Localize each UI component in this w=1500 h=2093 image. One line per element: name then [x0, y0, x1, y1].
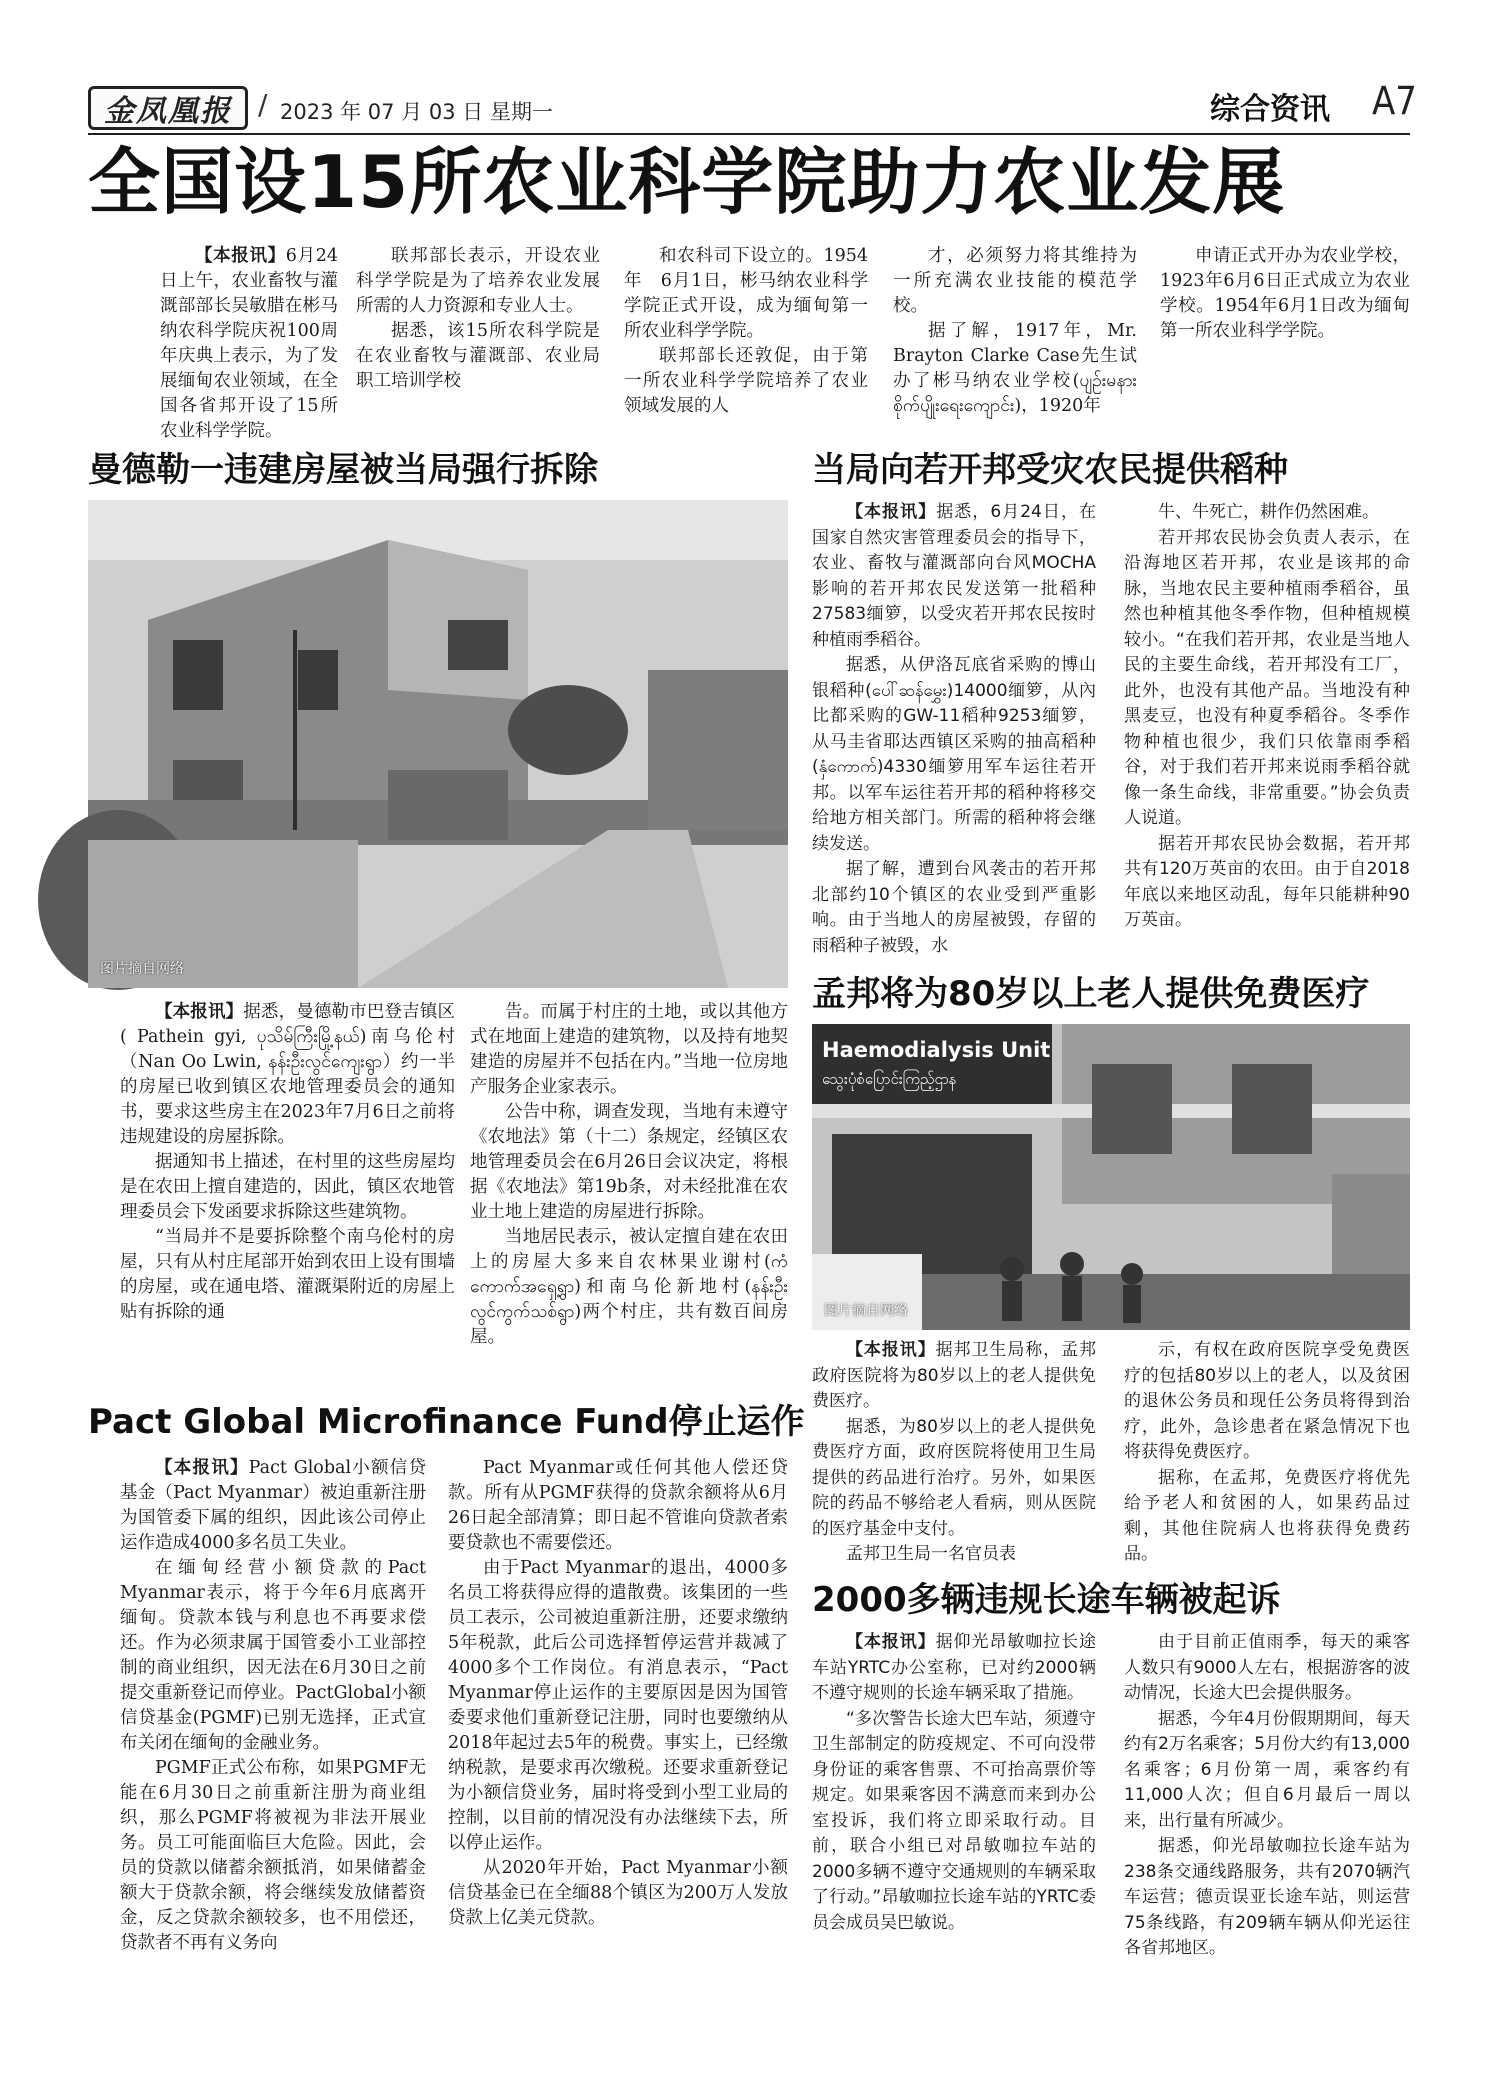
- lead-paragraph: 据悉，该15所农科学院是在农业畜牧与灌溉部、农业局职工培训学校: [356, 321, 600, 391]
- photo-credit: 图片摘自网络: [824, 1303, 908, 1319]
- lead-paragraph: 联邦部长还敦促，由于第一所农业科学学院培养了农业领域发展的人: [624, 346, 868, 416]
- pact-column-2: [448, 1456, 788, 1928]
- yrtc-column-2: [1124, 1630, 1410, 1958]
- mandalay-paragraph: 公告中称，调查发现，当地有未遵守《农地法》第（十二）条规定，经镇区农地管理委员会在6月26日会议决定，将根据《农地法》第19b条，对未经批准在农业土地上建造的房屋进行拆除。: [470, 1102, 788, 1222]
- lead-text: 6月24日上午，农业畜牧与灌溉部部长吴敏腊在彬马纳农科学院庆祝100周年庆典上表示，为了发展缅甸农业领域，在全国各省邦开设了15所农业科学学院。: [160, 246, 338, 441]
- mon-column-1: [812, 1338, 1096, 1568]
- issue-date: 2023 年 07 月 03 日 星期一: [280, 100, 553, 124]
- lead-column-3: [624, 244, 868, 430]
- mandalay-paragraph: 据通知书上描述，在村里的这些房屋均是在农田上擅自建造的，因此，镇区农地管理委员会下发函要求拆除这些建筑物。: [120, 1152, 455, 1222]
- photo-sign-english: Haemodialysis Unit: [822, 1038, 1051, 1062]
- photo-credit: 图片摘自网络: [100, 961, 184, 977]
- yrtc-paragraph: 据悉，仰光昂敏咖拉长途车站为238条交通线路服务，共有2070辆汽车运营；德贡误亚长途车站，则运营75条线路，有209辆车辆从仰光运往各省邦地区。: [1124, 1836, 1410, 1958]
- mandalay-paragraph: 告。而属于村庄的土地，或以其他方式在地面上建造的建筑物，以及持有地契建造的房屋并不包括在内。”当地一位房地产服务企业家表示。: [470, 1002, 788, 1097]
- mandalay-paragraph: 当地居民表示，被认定擅自建在农田上的房屋大多来自农林果业谢村(ကံကောက်အရှေ့ရွာ)和南乌伦新地村(နန်းဦးလွင်ကွက်သစ်ရွာ)两个村庄，共有数百间房屋。: [470, 1227, 788, 1347]
- mon-photo: [812, 1024, 1410, 1330]
- yrtc-paragraph: 据悉，今年4月份假期期间，每天约有2万名乘客；5月份大约有13,000名乘客；6月份第一周，乘客约有11,000人次；但自6月最后一周以来，出行量有所减少。: [1124, 1708, 1410, 1831]
- mandalay-text: 据悉，曼德勒市巴登吉镇区( Pathein gyi, ပုသိမ်ကြီးမြို့နယ်)南乌伦村（Nan Oo Lwin, နန်းဦးလွင်ကျေးရွာ）约一半的房屋已收到镇区农地管理委员会的通知书，要求这些房主在2023年7月6日之前将违规建设的房屋拆除。: [120, 1002, 455, 1147]
- news-tag: 【本报讯】: [155, 1458, 249, 1478]
- pact-paragraph: PGMF正式公布称，如果PGMF无能在6月30日之前重新注册为商业组织，那么PGMF将被视为非法开展业务。员工可能面临巨大危险。因此，会员的贷款以储蓄余额抵消，如果储蓄金额大于贷款余额，将会继续发放储蓄资金，反之贷款余额较多，也不用偿还，贷款者不再有义务向: [120, 1758, 426, 1953]
- photo-sign-burmese: သွေးပုံစံပြောင်းကြည့်ဌာန: [822, 1070, 957, 1088]
- rakhine-paragraph: 据悉，从伊洛瓦底省采购的博山银稻种(ပေါ်ဆန်မွှေး)14000缅箩，从內比都采购的GW-11稻种9253缅箩，从马圭省耶达西镇区采购的抽高稻种(နှံကောက်)4330缅箩用军车运往若开邦。以军车运往若开邦的稻种将移交给地方相关部门。所需的稻种将会继续发送。: [812, 655, 1096, 854]
- rakhine-paragraph: 据了解，遭到台风袭击的若开邦北部约10个镇区的农业受到严重影响。由于当地人的房屋被毁，存留的雨稻种子被毁，水: [812, 859, 1096, 956]
- rakhine-text: 据悉，6月24日，在国家自然灾害管理委员会的指导下，农业、畜牧与灌溉部向台风MOCHA影响的若开邦农民发送第一批稻种27583缅箩，以受灾若开邦农民按时种植雨季稻谷。: [812, 502, 1097, 650]
- rakhine-headline: 当局向若开邦受灾农民提供稻种: [812, 450, 1288, 490]
- pact-paragraph: 在缅甸经营小额贷款的Pact Myanmar表示，将于今年6月底离开缅甸。贷款本钱与利息也不再要求偿还。作为必须隶属于国管委小工业部控制的商业组织，因无法在6月30日之前提交重新登记而停业。PactGlobal小额信贷基金(PGMF)已别无选择，正式宣布关闭在缅甸的金融业务。: [120, 1558, 426, 1753]
- mandalay-paragraph: “当局并不是要拆除整个南乌伦村的房屋，只有从村庄尾部开始到农田上设有围墙的房屋，或在通电塔、灌溉渠附近的房屋上贴有拆除的通: [120, 1227, 455, 1322]
- mandalay-headline: 曼德勒一违建房屋被当局强行拆除: [88, 450, 598, 490]
- rakhine-paragraph: 若开邦农民协会负责人表示，在沿海地区若开邦，农业是该邦的命脉，当地农民主要种植雨季稻谷，虽然也种植其他冬季作物，但种植规模较小。“在我们若开邦，农业是当地人民的主要生命线，若开邦没有工厂，此外，也没有其他产品。当地没有种黑麦豆，也没有种夏季稻谷。冬季作物种植也很少，我们只依靠雨季稻谷，对于我们若开邦来说雨季稻谷就像一条生命线，非常重要。”协会负责人说道。: [1124, 527, 1410, 828]
- lead-column-4: [893, 244, 1137, 430]
- lead-paragraph: 申请正式开办为农业学校，1923年6月6日正式成立为农业学校。1954年6月1日改为缅甸第一所农业科学学院。: [1160, 246, 1410, 341]
- masthead-rule: [88, 133, 1410, 135]
- mandalay-column-1: [120, 1000, 455, 1380]
- pact-paragraph: 由于Pact Myanmar的退出，4000多名员工将获得应得的遣散费。该集团的一些员工表示，公司被迫重新注册，还要求缴纳5年税款，此后公司选择暂停运营并裁减了4000多个工作岗位。有消息表示，“Pact Myanmar停止运作的主要原因是因为国管委要求他们重新登记注册，同时也要缴纳从2018年起过去5年的税费。事实上，已经缴纳税款，是要求再次缴税。还要求重新登记为小额信贷业务，届时将受到小型工业局的控制，以目前的情况没有办法继续下去，所以停止运作。: [448, 1558, 788, 1853]
- newspaper-logo: 金凤凰报: [88, 86, 248, 130]
- rakhine-paragraph: 据若开邦农民协会数据，若开邦共有120万英亩的农田。由于自2018年底以来地区动乱，每年只能耕种90万英亩。: [1124, 833, 1410, 930]
- pact-headline: Pact Global Microfinance Fund停止运作: [88, 1402, 805, 1442]
- lead-paragraph: 才，必须努力将其维持为一所充满农业技能的模范学校。: [893, 246, 1137, 316]
- yrtc-column-1: [812, 1630, 1097, 1933]
- pact-paragraph: 从2020年开始，Pact Myanmar小额信贷基金已在全缅88个镇区为200万人发放贷款上亿美元贷款。: [448, 1858, 788, 1928]
- rakhine-column-2: [1124, 500, 1410, 980]
- rakhine-column-1: [812, 500, 1096, 980]
- mon-paragraph: 示，有权在政府医院享受免费医疗的包括80岁以上的老人，以及贫困的退休公务员和现任公务员将得到治疗，此外，急诊患者在紧急情况下也将获得免费医疗。: [1124, 1340, 1410, 1462]
- mon-column-2: [1124, 1338, 1410, 1568]
- mon-headline: 孟邦将为80岁以上老人提供免费医疗: [812, 974, 1370, 1014]
- lead-paragraph: 联邦部长表示，开设农业科学学院是为了培养农业发展所需的人力资源和专业人士。: [356, 246, 600, 316]
- news-tag: 【本报讯】: [846, 502, 937, 522]
- masthead-slash: /: [258, 88, 268, 121]
- mon-paragraph: 据称，在孟邦，免费医疗将优先给予老人和贫困的人，如果药品过剩，其他住院病人也将获得免费药品。: [1124, 1467, 1410, 1564]
- section-name: 综合资讯: [1210, 92, 1330, 127]
- page-number: A7: [1372, 79, 1417, 125]
- lead-column-2: [356, 244, 600, 430]
- lead-headline: 全国设15所农业科学院助力农业发展: [88, 140, 1286, 224]
- news-tag: 【本报讯】: [155, 1002, 244, 1022]
- news-tag: 【本报讯】: [195, 246, 286, 266]
- mon-paragraph: 据悉，为80岁以上的老人提供免费医疗方面，政府医院将使用卫生局提供的药品进行治疗。另外，如果医院的药品不够给老人看病，则从医院的医疗基金中支付。: [812, 1416, 1096, 1539]
- mandalay-column-2: [470, 1000, 788, 1380]
- mon-text: 据邦卫生局称，孟邦政府医院将为80岁以上的老人提供免费医疗。: [812, 1340, 1097, 1411]
- news-tag: 【本报讯】: [846, 1340, 936, 1360]
- yrtc-headline: 2000多辆违规长途车辆被起诉: [812, 1580, 1281, 1620]
- news-tag: 【本报讯】: [846, 1632, 936, 1652]
- rakhine-paragraph: 牛、牛死亡，耕作仍然困难。: [1158, 502, 1379, 522]
- yrtc-paragraph: “多次警告长途大巴车站，须遵守卫生部制定的防疫规定、不可向没带身份证的乘客售票、不可抬高票价等规定。如果乘客因不满意而来到办公室投诉，我们将立即采取行动。目前，联合小组已对昂敏咖拉车站的2000多辆不遵守交通规则的车辆采取了行动。”昂敏咖拉长途车站的YRTC委员会成员吴巴敏说。: [812, 1708, 1096, 1933]
- lead-column-5: [1160, 244, 1410, 430]
- yrtc-paragraph: 由于目前正值雨季，每天的乘客人数只有9000人左右，根据游客的波动情况，长途大巴会提供服务。: [1124, 1632, 1410, 1703]
- pact-paragraph: Pact Myanmar或任何其他人偿还贷款。所有从PGMF获得的贷款余额将从6月26日起全部清算；即日起不管谁向贷款者索要贷款也不需要偿还。: [448, 1458, 788, 1553]
- mon-paragraph: 孟邦卫生局一名官员表: [846, 1544, 1016, 1564]
- house-street-illustration: [88, 500, 788, 988]
- lead-paragraph: 和农科司下设立的。1954年 6月1日，彬马纳农业科学学院正式开设，成为缅甸第一所农业科学学院。: [624, 246, 868, 341]
- yrtc-text: 据仰光昂敏咖拉长途车站YRTC办公室称，已对约2000辆不遵守规则的长途车辆采取了措施。: [812, 1632, 1097, 1703]
- pact-text: Pact Global小额信贷基金（Pact Myanmar）被迫重新注册为国管委下属的组织，因此该公司停止运作造成4000多名员工失业。: [120, 1458, 426, 1553]
- lead-paragraph: 据了解，1917年，Mr. Brayton Clarke Case先生试办了彬马纳农业学校(ပျဉ်းမနား စိုက်ပျိုးရေးကျောင်း)，1920年: [893, 321, 1137, 416]
- pact-column-1: [120, 1456, 426, 1953]
- mandalay-photo: [88, 500, 788, 988]
- lead-column-1: [160, 244, 338, 441]
